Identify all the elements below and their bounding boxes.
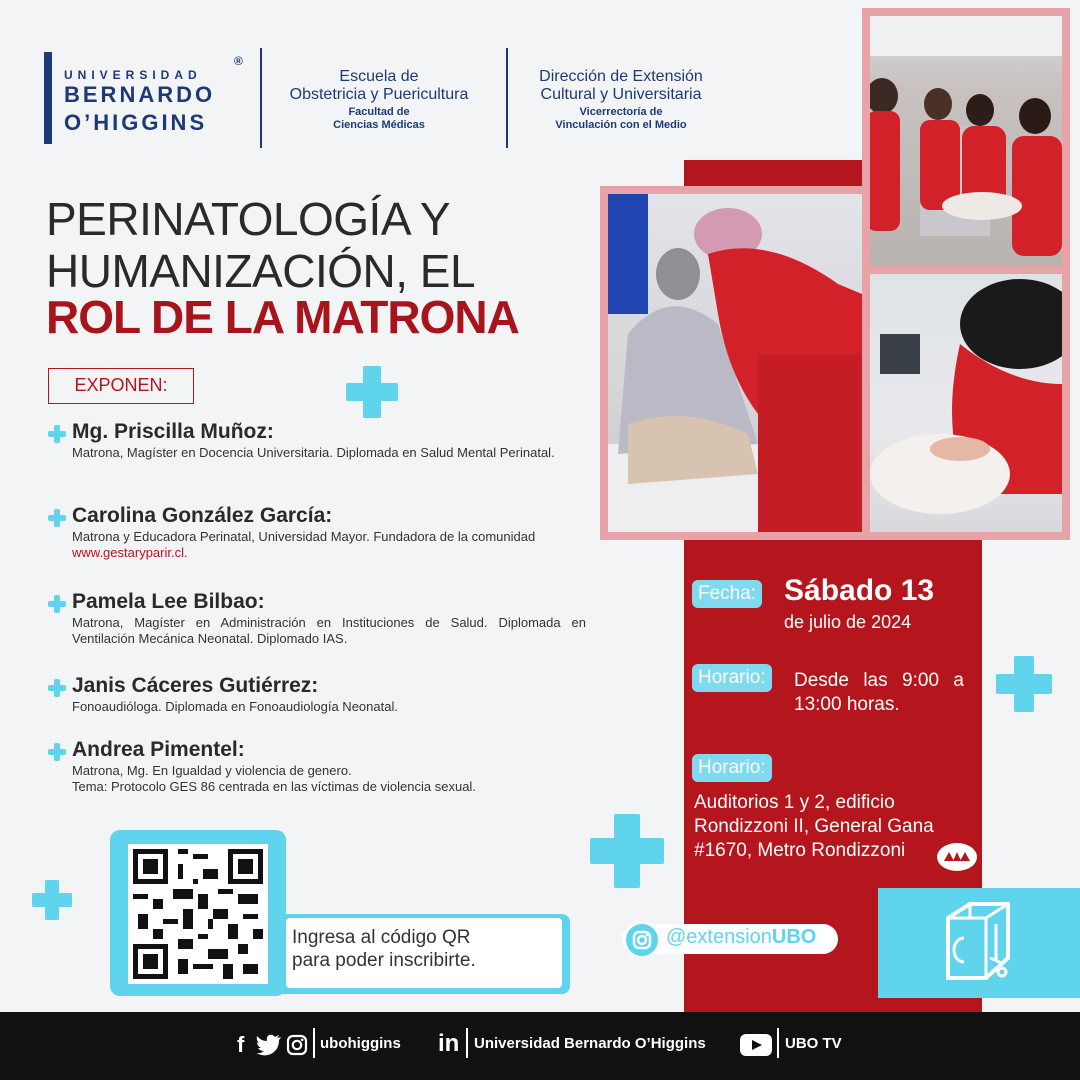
speaker-desc: Fonoaudióloga. Diplomada en Fonoaudiología Neonatal. bbox=[72, 699, 398, 714]
speaker-website-link[interactable]: www.gestaryparir.cl. bbox=[72, 545, 188, 560]
social-handle-bold: UBO bbox=[771, 926, 817, 948]
school-sub1: Facultad de bbox=[348, 106, 410, 118]
speaker-topic: Tema: Protocolo GES 86 centrada en las víctimas de violencia sexual. bbox=[72, 779, 476, 794]
lugar-line3: #1670, Metro Rondizzoni bbox=[694, 840, 906, 861]
midwife-illustration bbox=[608, 194, 862, 532]
plus-icon bbox=[48, 509, 66, 527]
logo-line2: BERNARDO bbox=[64, 82, 216, 107]
social-handle[interactable] bbox=[666, 926, 816, 949]
plus-icon bbox=[32, 880, 72, 920]
title-line3: ROL DE LA MATRONA bbox=[46, 291, 519, 343]
plus-icon bbox=[48, 595, 66, 613]
logo-line3: O’HIGGINS bbox=[64, 110, 208, 135]
ubo-cube-logo-icon bbox=[878, 888, 1080, 998]
qr-code-icon bbox=[128, 844, 268, 984]
speaker-name: Carolina González García: bbox=[72, 504, 333, 527]
twitter-icon[interactable] bbox=[256, 1034, 282, 1056]
plus-icon bbox=[48, 743, 66, 761]
horario-line1: Desde las 9:00 a bbox=[794, 670, 964, 691]
ubo-logo-box bbox=[878, 888, 1080, 998]
speaker-name: Janis Cáceres Gutiérrez: bbox=[72, 674, 319, 697]
speaker-item bbox=[46, 738, 596, 795]
facebook-icon[interactable]: f bbox=[237, 1032, 245, 1057]
speaker-name: Pamela Lee Bilbao: bbox=[72, 590, 265, 613]
logo-line1: UNIVERSIDAD bbox=[64, 68, 202, 82]
lugar-line2: Rondizzoni II, General Gana bbox=[694, 816, 934, 837]
qr-instruction bbox=[286, 918, 562, 988]
speaker-item bbox=[46, 674, 596, 715]
direction-title2: Cultural y Universitaria bbox=[540, 86, 702, 103]
footer-tv[interactable]: UBO TV bbox=[785, 1035, 842, 1052]
photo-neonatal-inner bbox=[870, 274, 1062, 532]
horario-label: Horario: bbox=[692, 664, 772, 692]
exponen-label: EXPONEN: bbox=[48, 368, 194, 404]
school-title2: Obstetricia y Puericultura bbox=[289, 86, 469, 103]
qr-code[interactable] bbox=[128, 844, 268, 984]
social-handle-prefix: @extension bbox=[666, 926, 772, 948]
horario-line2: 13:00 horas. bbox=[794, 694, 900, 715]
plus-icon bbox=[48, 425, 66, 443]
nurses-group-illustration bbox=[870, 16, 1062, 268]
qr-line2: para poder inscribirte. bbox=[292, 950, 476, 971]
qr-line1: Ingresa al código QR bbox=[292, 927, 471, 948]
registered-mark: ® bbox=[234, 54, 243, 68]
fecha-main: Sábado 13 bbox=[784, 574, 935, 607]
speaker-item bbox=[46, 504, 546, 561]
fecha-sub: de julio de 2024 bbox=[784, 612, 912, 632]
title-line1: PERINATOLOGÍA Y bbox=[46, 193, 451, 245]
speaker-desc: Matrona y Educadora Perinatal, Universidad Mayor. Fundadora de la comunidad bbox=[72, 529, 536, 544]
plus-icon bbox=[590, 814, 664, 888]
speaker-item bbox=[46, 420, 596, 461]
footer-divider bbox=[777, 1028, 779, 1058]
direction-sub2: Vinculación con el Medio bbox=[555, 119, 687, 131]
photo-neonatal bbox=[862, 266, 1070, 540]
plus-icon bbox=[996, 656, 1052, 712]
footer-university[interactable]: Universidad Bernardo O’Higgins bbox=[474, 1035, 706, 1052]
footer-divider bbox=[466, 1028, 468, 1058]
footer-divider bbox=[313, 1028, 315, 1058]
school-block bbox=[270, 68, 488, 132]
photo-nurses-group bbox=[870, 16, 1062, 268]
speaker-desc: Matrona, Magíster en Administración en Instituciones de Salud. Diplomada en Ventilación Mecánica Neonatal. Diplomado IAS. bbox=[72, 615, 586, 646]
photo-top-right bbox=[862, 8, 1070, 276]
logo-bar bbox=[44, 52, 52, 144]
youtube-icon[interactable] bbox=[740, 1034, 772, 1056]
header-divider bbox=[506, 48, 508, 148]
neonatal-illustration bbox=[870, 274, 1062, 532]
photo-mother bbox=[600, 186, 870, 540]
direction-sub1: Vicerrectoría de bbox=[579, 106, 663, 118]
fecha-label: Fecha: bbox=[692, 580, 762, 608]
plus-icon bbox=[48, 679, 66, 697]
speaker-item bbox=[46, 590, 586, 647]
speaker-desc: Matrona, Mg. En Igualdad y violencia de genero. bbox=[72, 763, 352, 778]
metro-icon bbox=[936, 842, 978, 872]
speaker-desc: Matrona, Magíster en Docencia Universitaria. Diplomada en Salud Mental Perinatal. bbox=[72, 445, 555, 460]
footer-handle[interactable]: ubohiggins bbox=[320, 1035, 401, 1052]
instagram-icon bbox=[624, 922, 660, 958]
lugar-label: Horario: bbox=[692, 754, 772, 782]
speaker-name: Andrea Pimentel: bbox=[72, 738, 245, 761]
school-sub2: Ciencias Médicas bbox=[333, 119, 425, 131]
header-divider bbox=[260, 48, 262, 148]
instagram-icon[interactable] bbox=[286, 1034, 308, 1056]
linkedin-icon[interactable]: in bbox=[438, 1030, 460, 1057]
photo-mother-inner bbox=[608, 194, 862, 532]
direction-block bbox=[514, 68, 728, 132]
lugar-line1: Auditorios 1 y 2, edificio bbox=[694, 792, 895, 813]
title-line2: HUMANIZACIÓN, EL bbox=[46, 245, 476, 297]
plus-icon bbox=[346, 366, 398, 418]
speaker-name: Mg. Priscilla Muñoz: bbox=[72, 420, 274, 443]
direction-title1: Dirección de Extensión bbox=[539, 68, 703, 85]
school-title1: Escuela de bbox=[339, 68, 419, 85]
